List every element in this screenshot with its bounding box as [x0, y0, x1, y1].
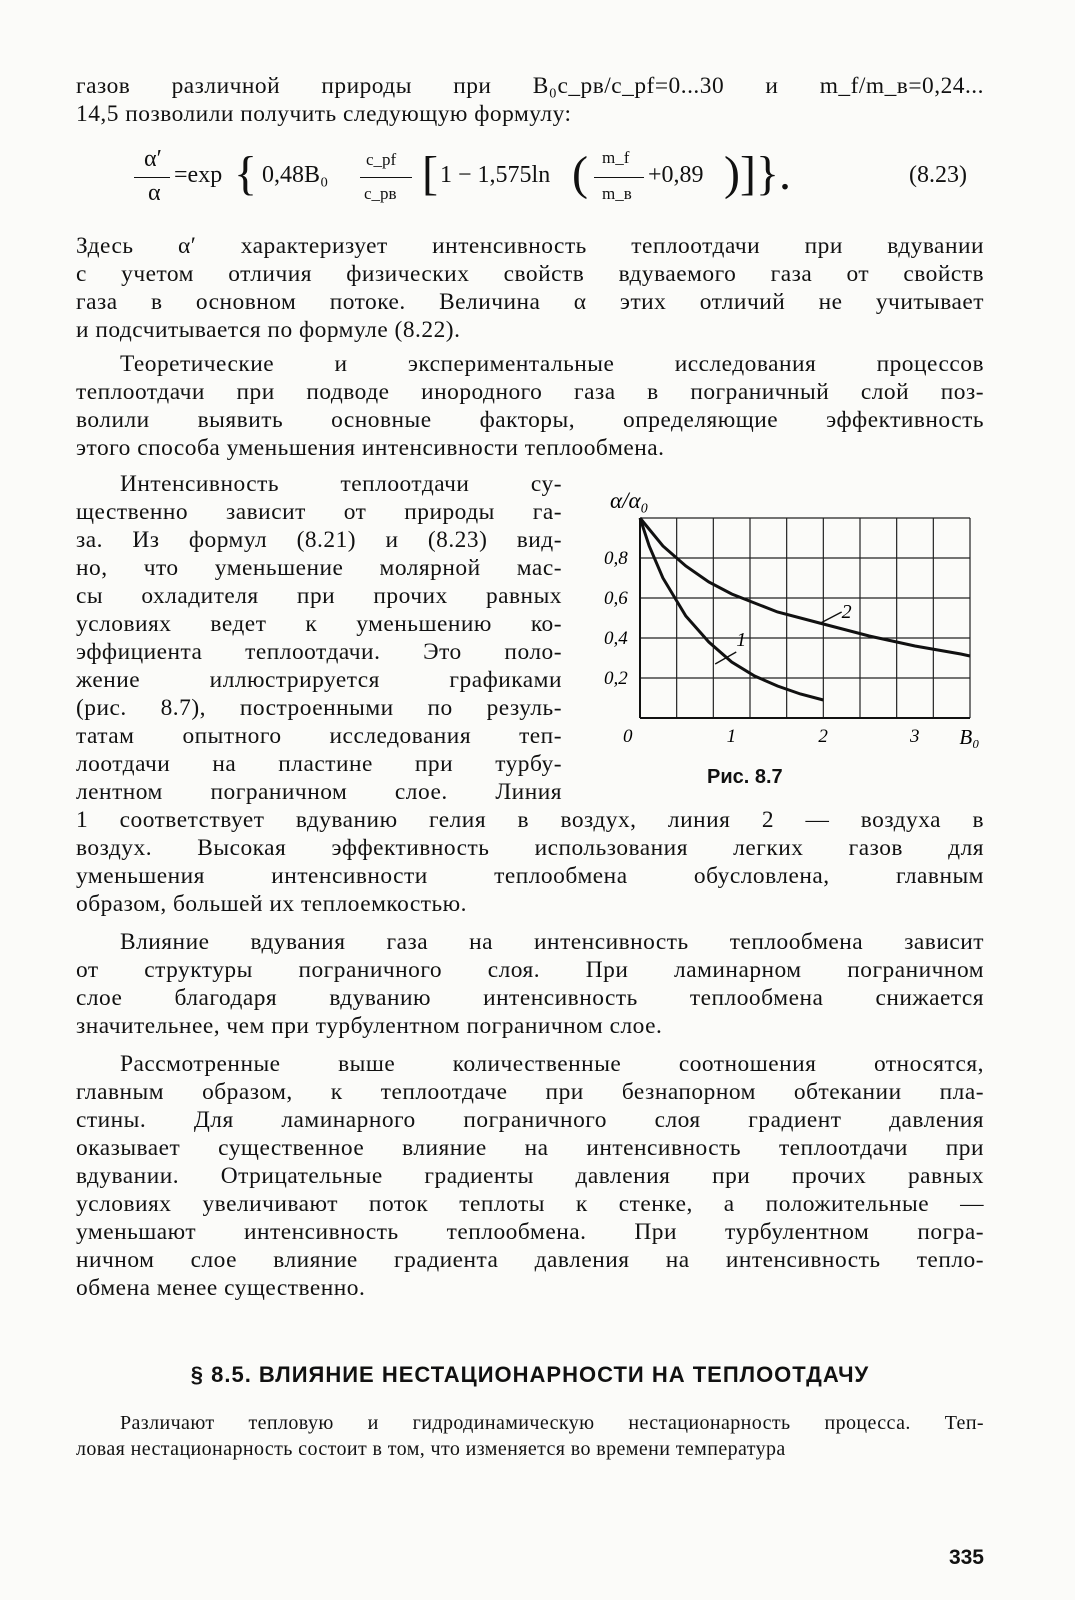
- text-line: эффициента теплоотдачи. Это поло-: [76, 639, 562, 665]
- figure-caption: Рис. 8.7: [707, 766, 783, 788]
- text-line: вдувании. Отрицательные градиенты давления при прочих равных: [76, 1163, 984, 1189]
- text-line: татам опытного исследования теп-: [76, 723, 562, 749]
- text-line: и подсчитывается по формуле (8.22).: [76, 317, 461, 343]
- series-label-2: 2: [841, 601, 852, 623]
- text-line: лоотдачи на пластине при турбу-: [76, 751, 562, 777]
- text-line: Различают тепловую и гидродинамическую нестационарность процесса. Теп-: [120, 1412, 984, 1434]
- text-line: Теоретические и экспериментальные исследования процессов: [120, 351, 984, 377]
- text-line: оказывает существенное влияние на интенсивность теплоотдачи при: [76, 1135, 984, 1161]
- left-bracket: [: [422, 147, 438, 200]
- small-paragraph: [76, 1410, 984, 1462]
- x-tick-label: 3: [910, 726, 920, 747]
- figure-8-7: [600, 486, 990, 816]
- page-number: 335: [948, 1546, 984, 1569]
- left-brace: {: [234, 147, 258, 200]
- paragraph-2: [76, 350, 984, 462]
- formula-exp: =exp: [174, 162, 223, 188]
- formula-bracket-inner: 1 − 1,575ln: [440, 162, 551, 188]
- text-line: с учетом отличия физических свойств вдуваемого газа от свойств: [76, 261, 984, 287]
- formula-number: (8.23): [909, 162, 967, 188]
- series-leader-2: [819, 612, 842, 624]
- text-line: щественно зависит от природы га-: [76, 499, 562, 525]
- text-line: стины. Для ламинарного пограничного слоя градиент давления: [76, 1107, 984, 1133]
- text-line: газов различной природы при B₀c_pв/c_pf=0...30 и m_f/m_в=0,24...: [76, 73, 984, 99]
- formula-frac1-numerator: c_pf: [366, 150, 397, 169]
- formula-8-23: [76, 146, 984, 226]
- formula-frac2-denominator: m_в: [602, 184, 632, 203]
- paragraph-1: [76, 232, 984, 344]
- paragraph-3-wide: [76, 806, 984, 918]
- text-line: 14,5 позволили получить следующую формулу:: [76, 101, 572, 127]
- text-line: газа в основном потоке. Величина α этих отличий не учитывает: [76, 289, 984, 315]
- text-line: Здесь α′ характеризует интенсивность теплоотдачи при вдувании: [76, 233, 984, 259]
- x-tick-label: 1: [726, 726, 737, 747]
- text-line: образом, большей их теплоемкостью.: [76, 891, 467, 917]
- formula-lhs-numerator: α′: [144, 146, 162, 172]
- paragraph-3-narrow: [76, 470, 562, 806]
- text-line: этого способа уменьшения интенсивности теплообмена.: [76, 435, 665, 461]
- text-line: 1 соответствует вдуванию гелия в воздух, линия 2 — воздуха в: [76, 807, 984, 833]
- text-line: уменьшают интенсивность теплообмена. При турбулентном погра-: [76, 1219, 984, 1245]
- series-line-1: [640, 518, 823, 700]
- y-tick-label: 0,8: [604, 548, 628, 569]
- x-tick-label: 0: [623, 726, 633, 747]
- text-line: за. Из формул (8.21) и (8.23) вид-: [76, 527, 562, 553]
- text-line: сы охладителя при прочих равных: [76, 583, 562, 609]
- y-tick-label: 0,4: [604, 628, 628, 649]
- section-heading: § 8.5. ВЛИЯНИЕ НЕСТАЦИОНАРНОСТИ НА ТЕПЛООТДАЧУ: [190, 1362, 870, 1387]
- y-tick-label: 0,2: [604, 668, 628, 689]
- text-line: жение иллюстрируется графиками: [76, 667, 562, 693]
- text-line: теплоотдачи при подводе инородного газа в пограничный слой поз-: [76, 379, 984, 405]
- text-line: условиях увеличивают поток теплоты к стенке, а положительные —: [76, 1191, 984, 1217]
- formula-frac2-numerator: m_f: [602, 148, 630, 167]
- text-line: слое благодаря вдуванию интенсивность теплообмена снижается: [76, 985, 984, 1011]
- text-line: (рис. 8.7), построенными по резуль-: [76, 695, 562, 721]
- text-line: главным образом, к теплоотдаче при безнапорном обтекании пла-: [76, 1079, 984, 1105]
- text-line: волили выявить основные факторы, определяющие эффективность: [76, 407, 984, 433]
- formula-lhs-denominator: α: [148, 180, 161, 206]
- text-line: лентном пограничном слое. Линия: [76, 779, 562, 805]
- formula-frac1-denominator: c_pв: [364, 184, 397, 203]
- paragraph-4: [76, 928, 984, 1040]
- series-line-2: [640, 518, 970, 656]
- text-line: Рассмотренные выше количественные соотношения относятся,: [120, 1051, 984, 1077]
- text-line: значительнее, чем при турбулентном пограничном слое.: [76, 1013, 663, 1039]
- paragraph-5: [76, 1050, 984, 1302]
- text-line: условиях ведет к уменьшению ко-: [76, 611, 562, 637]
- fraction-bar: [594, 177, 644, 178]
- series-label-1: 1: [736, 629, 747, 651]
- text-line: ловая нестационарность состоит в том, что изменяется во времени температура: [76, 1438, 786, 1460]
- intro-paragraph: [76, 72, 984, 128]
- x-tick-label: 2: [818, 726, 828, 747]
- fraction-bar: [134, 177, 170, 178]
- formula-coefficient: 0,48B₀: [262, 162, 329, 188]
- left-paren: (: [572, 147, 588, 200]
- text-line: уменьшения интенсивности теплообмена обусловлена, главным: [76, 863, 984, 889]
- text-line: Интенсивность теплоотдачи су-: [120, 471, 562, 497]
- y-tick-label: 0,6: [604, 588, 628, 609]
- text-line: Влияние вдувания газа на интенсивность теплообмена зависит: [120, 929, 984, 955]
- closing-delimiters: )]}.: [724, 147, 792, 200]
- text-line: воздух. Высокая эффективность использования легких газов для: [76, 835, 984, 861]
- fraction-bar: [360, 177, 412, 178]
- text-line: обмена менее существенно.: [76, 1275, 366, 1301]
- x-axis-label: B₀: [959, 725, 980, 749]
- text-line: но, что уменьшение молярной мас-: [76, 555, 562, 581]
- text-line: ничном слое влияние градиента давления на интенсивность тепло-: [76, 1247, 984, 1273]
- formula-plus-term: +0,89: [648, 162, 704, 188]
- chart-svg: [600, 486, 990, 766]
- text-line: от структуры пограничного слоя. При ламинарном пограничном: [76, 957, 984, 983]
- y-axis-label: α/α₀: [610, 488, 649, 513]
